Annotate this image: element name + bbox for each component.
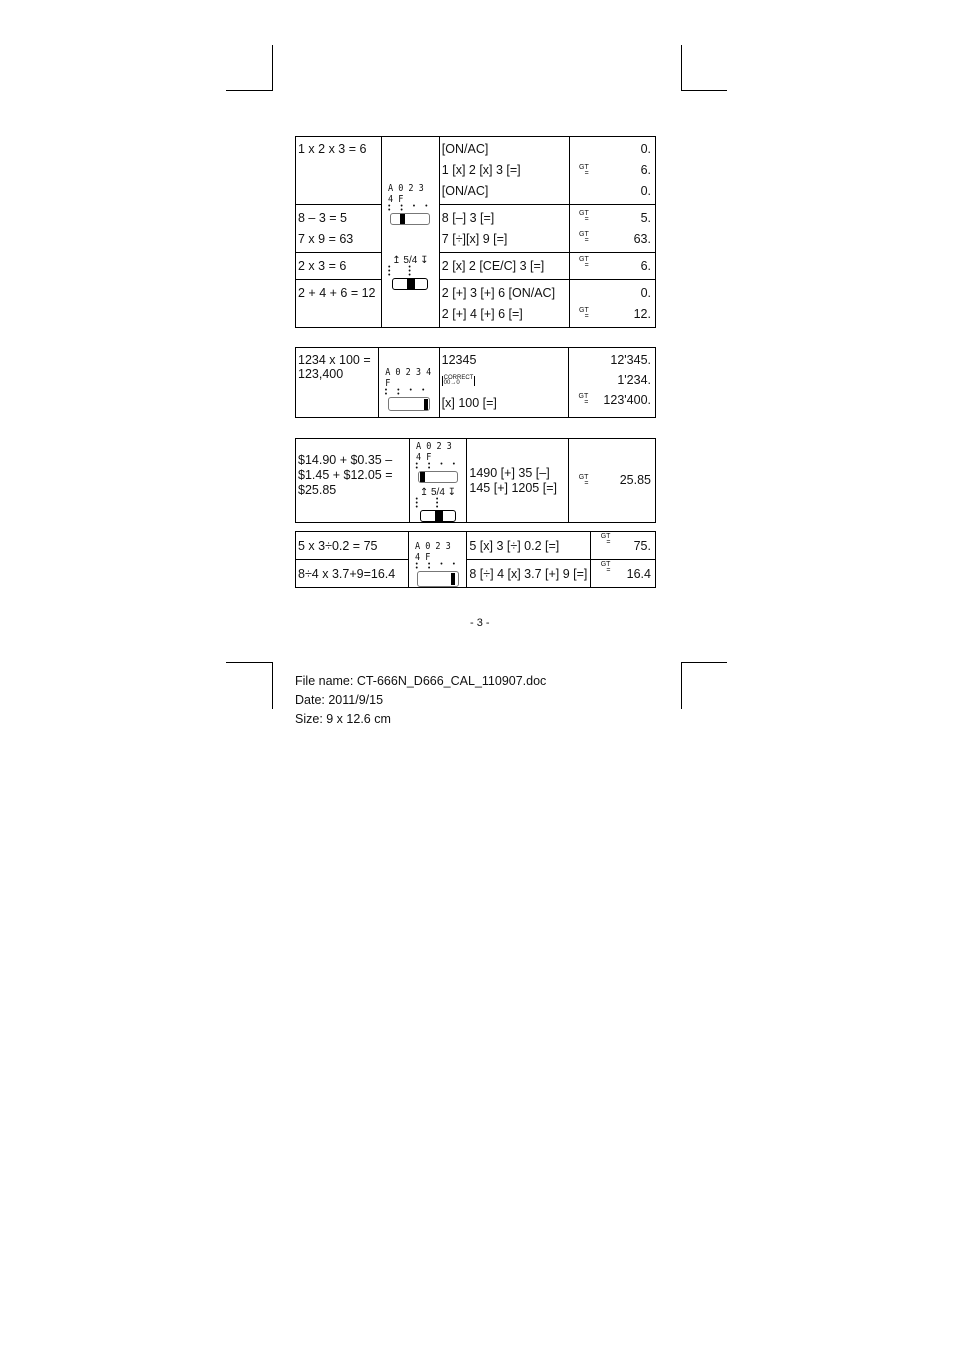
switch-cell [409, 532, 467, 588]
decimal-switch-icon [418, 471, 458, 483]
rounding-switch-label: ↥ 5/4 ↧ [419, 487, 457, 498]
decimal-switch-icon [388, 397, 430, 411]
gt-indicator: GT = [579, 256, 589, 269]
problem-cell [296, 348, 379, 418]
key-sequence: 1490 [+] 35 [–] [469, 465, 550, 480]
key-sequence: 2 [+] 3 [+] 6 [ON/AC] [441, 286, 556, 300]
correct-key-icon: CORRECT 00→0 [443, 374, 474, 386]
gt-indicator: GT = [578, 393, 589, 406]
problem-cell [296, 439, 410, 523]
key-sequence: 1 [x] 2 [x] 3 [=] [441, 163, 521, 177]
keys-cell [467, 560, 591, 588]
key-sequence: 7 [÷][x] 9 [=] [441, 232, 508, 246]
display-value: 16.4 [626, 566, 651, 581]
problem-cell [296, 137, 382, 205]
display-value: 12. [633, 307, 651, 321]
switch-dots: • • • • • • [387, 203, 432, 214]
problem-cell [296, 532, 409, 560]
keys-cell [439, 280, 569, 328]
problem-cell [296, 280, 382, 328]
problem-text: 5 x 3÷0.2 = 75 [298, 538, 378, 553]
example-table-4 [295, 531, 656, 588]
key-sequence: [ON/AC] [441, 142, 489, 156]
decimal-switch-label: A 0 2 3 4 F [387, 183, 424, 205]
key-sequence: 2 [+] 4 [+] 6 [=] [441, 307, 523, 321]
keys-cell [439, 137, 569, 205]
crop-mark [272, 45, 273, 91]
display-value: 12'345. [610, 353, 651, 367]
problem-cell [296, 253, 382, 280]
gt-indicator: GT = [600, 532, 611, 546]
gt-indicator: GT = [579, 231, 589, 244]
display-value: 0. [640, 286, 651, 300]
file-date: Date: 2011/9/15 [295, 693, 384, 707]
result-cell [569, 137, 655, 205]
decimal-switch-label: A 0 2 3 4 F [384, 367, 432, 389]
display-value: 1'234. [617, 373, 651, 387]
page-number: - 3 - [470, 617, 490, 629]
problem-text: $14.90 + $0.35 – $1.45 + $12.05 = $25.85 [298, 453, 393, 497]
example-table-1 [295, 136, 656, 328]
file-size: Size: 9 x 12.6 cm [295, 712, 391, 726]
problem-cell [296, 560, 409, 588]
rounding-switch-icon [420, 510, 456, 522]
display-value: 75. [633, 538, 651, 553]
crop-mark [681, 662, 727, 663]
switch-dots: • • • • • • [384, 387, 429, 398]
display-value: 63. [633, 232, 651, 246]
crop-mark [681, 662, 682, 709]
problem-text: 2 + 4 + 6 = 12 [298, 286, 376, 300]
example-table-2 [295, 347, 656, 418]
key-sequence: [x] 100 [=] [441, 396, 497, 410]
crop-mark [226, 662, 273, 663]
problem-text: 1 x 2 x 3 = 6 [298, 142, 367, 156]
problem-text: 8÷4 x 3.7+9=16.4 [298, 566, 396, 581]
problem-text: 8 – 3 = 5 [298, 211, 347, 225]
decimal-switch-icon [417, 571, 459, 587]
switch-cell [409, 439, 467, 523]
display-value: 6. [640, 163, 651, 177]
display-value: 25.85 [619, 473, 651, 487]
gt-indicator: GT = [579, 164, 589, 177]
result-cell [591, 560, 656, 588]
switch-dots: • • • • • • [415, 561, 460, 572]
problem-cell [296, 205, 382, 253]
file-info [295, 672, 546, 729]
keys-cell [439, 253, 569, 280]
display-value: 6. [640, 259, 651, 273]
display-value: 0. [640, 184, 651, 198]
switch-dots: • • • • • • [415, 461, 460, 472]
result-cell [569, 205, 655, 253]
gt-indicator: GT = [578, 474, 589, 487]
problem-text: 1234 x 100 = 123,400 [298, 353, 371, 381]
result-cell [569, 439, 656, 523]
key-sequence: 8 [÷] 4 [x] 3.7 [+] 9 [=] [469, 566, 588, 581]
rounding-switch-label: ↥ 5/4 ↧ [392, 255, 429, 266]
key-sequence: 2 [x] 2 [CE/C] 3 [=] [441, 259, 545, 273]
result-cell [569, 348, 656, 418]
rounding-switch-icon [392, 278, 428, 290]
result-cell [569, 253, 655, 280]
switch-dots: • • • • • • [387, 264, 419, 279]
decimal-switch-label: A 0 2 3 4 F [415, 441, 452, 463]
crop-mark [272, 662, 273, 709]
problem-text: 7 x 9 = 63 [298, 232, 354, 246]
crop-mark [226, 90, 273, 91]
key-sequence: [ON/AC] [441, 184, 489, 198]
result-cell [591, 532, 656, 560]
display-value: 5. [640, 211, 651, 225]
gt-indicator: GT = [600, 560, 611, 574]
example-table-3 [295, 438, 656, 523]
switch-dots: • • • • • • [415, 496, 447, 511]
keys-cell [467, 532, 591, 560]
crop-mark [681, 45, 682, 91]
file-name: File name: CT-666N_D666_CAL_110907.doc [295, 674, 547, 688]
switch-cell [381, 137, 439, 328]
key-sequence: 5 [x] 3 [÷] 0.2 [=] [469, 538, 560, 553]
key-sequence: 8 [–] 3 [=] [441, 211, 495, 225]
keys-cell [467, 439, 569, 523]
switch-cell [378, 348, 439, 418]
gt-indicator: GT = [579, 307, 589, 320]
crop-mark [681, 90, 727, 91]
display-value: 123'400. [603, 393, 651, 407]
decimal-switch-icon [390, 213, 430, 225]
decimal-switch-label: A 0 2 3 4 F [415, 541, 452, 563]
gt-indicator: GT = [579, 210, 589, 223]
keys-cell [439, 348, 569, 418]
display-value: 0. [640, 142, 651, 156]
problem-text: 2 x 3 = 6 [298, 259, 347, 273]
result-cell [569, 280, 655, 328]
key-sequence: 145 [+] 1205 [=] [469, 480, 557, 495]
keys-cell [439, 205, 569, 253]
key-sequence: 12345 [441, 353, 477, 367]
